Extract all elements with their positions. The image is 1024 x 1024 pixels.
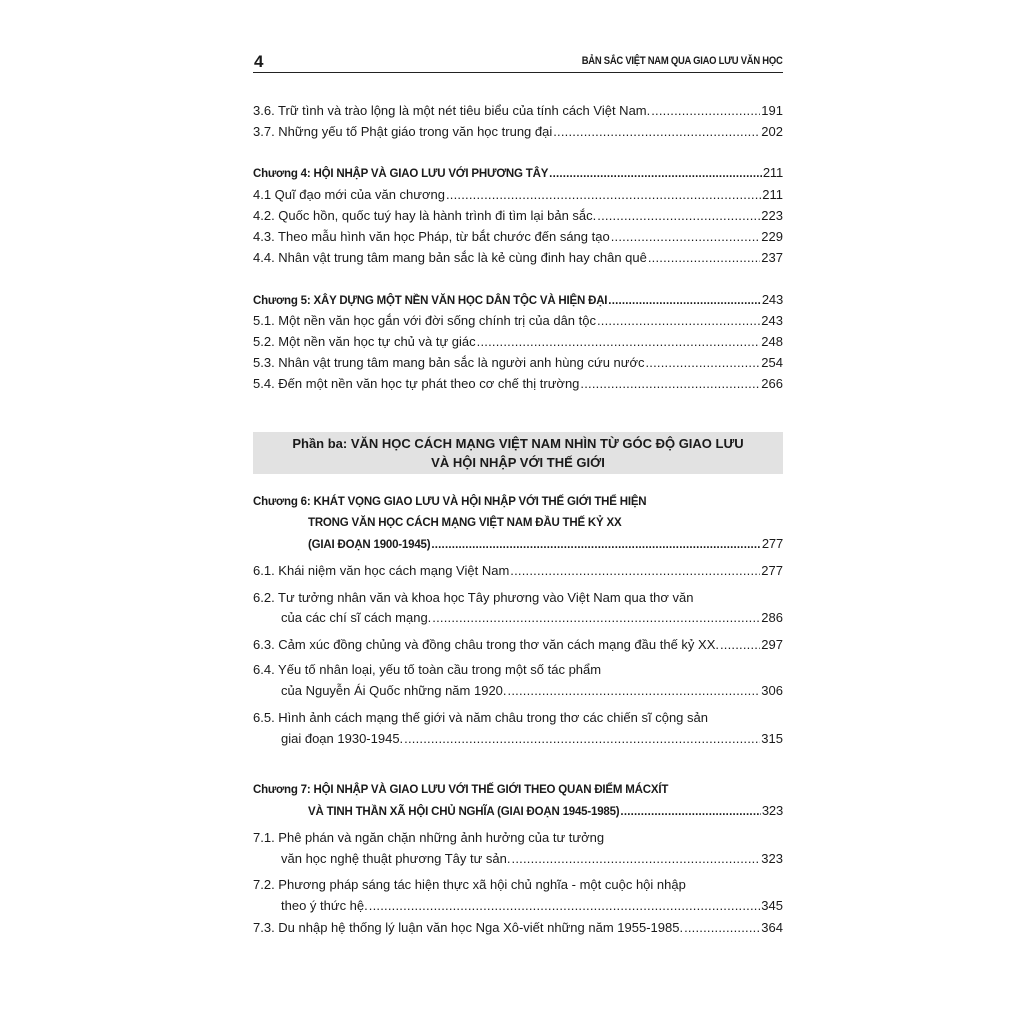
toc-entry: 6.1. Khái niệm văn học cách mạng Việt Nam ..... 277 [253,560,783,582]
toc-entry: 3.6. Trữ tình và trào lộng là một nét tiêu biểu của tính cách Việt Nam. ..... 191 [253,100,783,122]
toc-entry: 6.4. Yếu tố nhân loại, yếu tố toàn cầu trong một số tác phẩm [253,662,602,677]
toc-entry: 6.3. Cảm xúc đồng chủng và đồng châu trong thơ văn cách mạng đầu thế kỷ XX. ..... 297 [253,634,783,656]
toc-entry: 5.2. Một nền văn học tự chủ và tự giác ..... 248 [253,331,783,353]
chapter-heading: Chương 6: KHÁT VỌNG GIAO LƯU VÀ HỘI NHẬP VỚI THẾ GIỚI THỂ HIỆN [253,496,647,508]
page-header [253,50,783,73]
part-heading-line1: Phần ba: VĂN HỌC CÁCH MẠNG VIỆT NAM NHÌN TỪ GÓC ĐỘ GIAO LƯU [292,436,744,451]
chapter-heading-cont: (GIAI ĐOẠN 1900-1945) ..... 277 [253,533,783,555]
toc-entry-cont: của các chí sĩ cách mạng. ..... 286 [253,607,783,629]
toc-entry-cont: văn học nghệ thuật phương Tây tư sản. ..... 323 [253,848,783,870]
toc-entry: 3.7. Những yếu tố Phật giáo trong văn học trung đại ..... 202 [253,121,783,143]
toc-entry-cont: theo ý thức hệ. ..... 345 [253,895,783,917]
chapter-heading: Chương 7: HỘI NHẬP VÀ GIAO LƯU VỚI THẾ GIỚI THEO QUAN ĐIỂM MÁCXÍT [253,784,669,796]
chapter-heading-cont: TRONG VĂN HỌC CÁCH MẠNG VIỆT NAM ĐẦU THẾ KỶ XX [308,517,622,529]
page-number: 4 [254,52,264,71]
running-title: BẢN SẮC VIỆT NAM QUA GIAO LƯU VĂN HỌC [582,55,783,67]
toc-entry: 4.1 Quĩ đạo mới của văn chương ..... 211 [253,184,783,206]
toc-entry: 6.5. Hình ảnh cách mạng thế giới và năm châu trong thơ các chiến sĩ cộng sản [253,710,708,725]
toc-entry: 7.2. Phương pháp sáng tác hiện thực xã hội chủ nghĩa - một cuộc hội nhập [253,877,686,892]
part-heading-line2: VÀ HỘI NHẬP VỚI THẾ GIỚI [431,455,605,470]
toc-entry: 5.1. Một nền văn học gắn với đời sống chính trị của dân tộc ..... 243 [253,310,783,332]
toc-entry-cont: của Nguyễn Ái Quốc những năm 1920. ..... 306 [253,680,783,702]
toc-page [253,50,783,935]
chapter-heading: Chương 4: HỘI NHẬP VÀ GIAO LƯU VỚI PHƯƠNG TÂY ..... 211 [253,162,783,184]
toc-entry: 4.3. Theo mẫu hình văn học Pháp, từ bắt chước đến sáng tạo ..... 229 [253,226,783,248]
chapter-heading: Chương 5: XÂY DỰNG MỘT NỀN VĂN HỌC DÂN TỘC VÀ HIỆN ĐẠI ..... 243 [253,289,783,311]
toc-entry: 5.3. Nhân vật trung tâm mang bản sắc là người anh hùng cứu nước ..... 254 [253,352,783,374]
toc-entry: 5.4. Đến một nền văn học tự phát theo cơ chế thị trường ..... 266 [253,373,783,395]
chapter-heading-cont: VÀ TINH THẦN XÃ HỘI CHỦ NGHĨA (GIAI ĐOẠN 1945-1985) ..... 323 [253,800,783,822]
toc-entry: 6.2. Tư tưởng nhân văn và khoa học Tây phương vào Việt Nam qua thơ văn [253,590,694,605]
part-heading [253,432,783,474]
toc-entry: 7.1. Phê phán và ngăn chặn những ảnh hưởng của tư tưởng [253,830,605,845]
toc-entry-cont: giai đoạn 1930-1945. ..... 315 [253,728,783,750]
toc-entry: 4.4. Nhân vật trung tâm mang bản sắc là kẻ cùng đinh hay chân quê ..... 237 [253,247,783,269]
toc-entry: 7.3. Du nhập hệ thống lý luận văn học Nga Xô-viết những năm 1955-1985. ..... 364 [253,917,783,939]
toc-entry: 4.2. Quốc hồn, quốc tuý hay là hành trình đi tìm lại bản sắc. ..... 223 [253,205,783,227]
